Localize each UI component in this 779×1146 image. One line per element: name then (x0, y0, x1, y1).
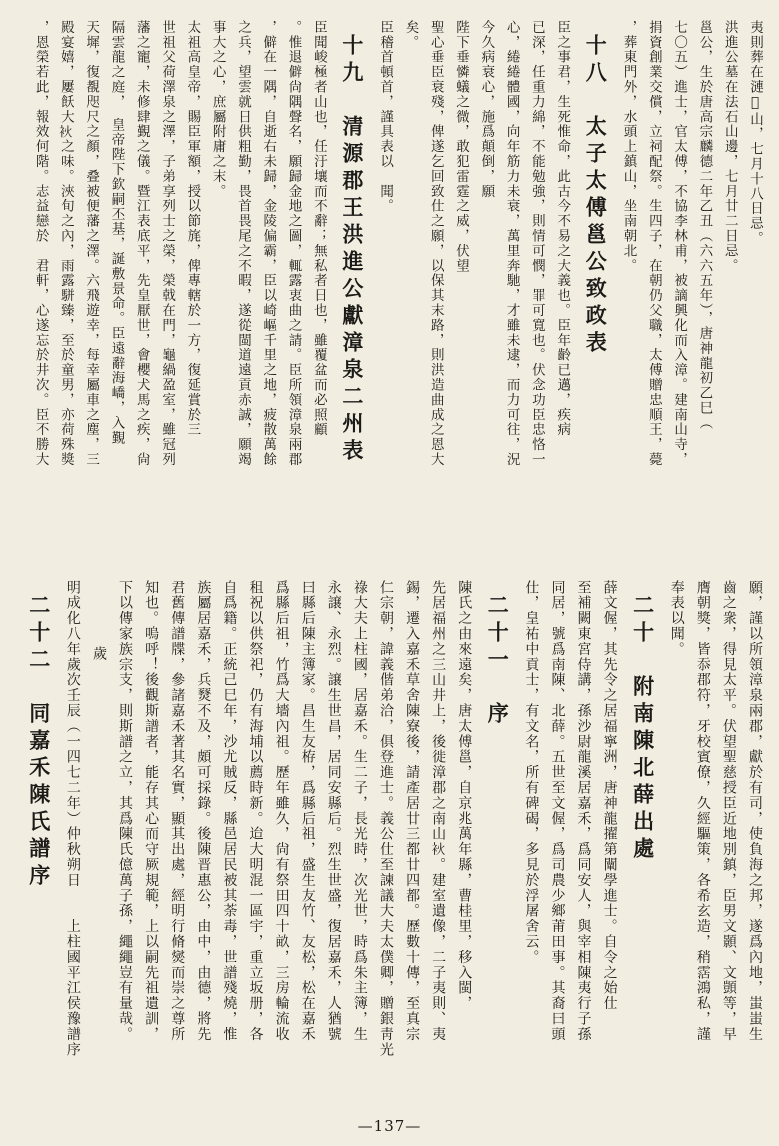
signature-date: 明成化八年歲次壬辰（一四七二年）仲秋朔日 上柱國平江侯豫譜序 (64, 580, 81, 1058)
text-column: 太祖高皇帝，賜臣軍額，授以節旄，俾專轄於一方，復延賞於三 (184, 20, 201, 438)
text-column: 今久病衰心，施爲顛倒，願 (478, 20, 495, 199)
section-title-18: 十八 太子太傅邕公致政表 (583, 34, 609, 358)
text-column: 臣聞峻極者山也，任汙壤而不辭；無私者日也，雖覆盆而必照顧 (310, 20, 327, 438)
text-column: 族屬居嘉禾，兵燹不及，頗可採錄。後陳晋惠公，由中，由德，將先 (195, 580, 212, 1042)
text-column: ，僻在一隅，自逝右未歸，金陵偏霸，臣以崎嶇千里之地，疲散萬餘 (260, 20, 277, 467)
text-column: ，葬東門外，水頭上鎮山，坐南朝北。 (620, 20, 637, 274)
text-column: 。惟退僻尙隅聲名，願歸金地之圖，輒露衷曲之請。臣所領漳泉兩郡 (285, 20, 302, 467)
text-column: 事大之心，庶屬附庸之末。 (209, 20, 226, 199)
text-column: 下以傳家族宗支，則斯譜之立，其爲陳氏億萬子孫，繩繩豈有量哉。 (117, 580, 134, 1042)
text-column: 膺朝獎，皆忝郡符，牙校賓僚，久經驅策，各希玄造，稍霑鴻私，謹 (694, 580, 711, 1042)
text-column: 邕公，生於唐高宗麟德二年乙丑（六六五年），唐神龍初乙巳（ (696, 20, 713, 431)
text-column: 同居，號爲南陳、北薛。五世至文偓，爲司農少鄉莆田事。其裔曰頭 (549, 580, 566, 1042)
text-column: 祿大夫上柱國，居嘉禾。生二子，長光時，次光世，時爲朱主簿，生 (351, 580, 368, 1042)
text-column: 仁宗朝，諱義偕弟洽，俱登進士。義公仕至諫議大夫太僕卿，贈銀靑光 (377, 580, 394, 1058)
section-title-21: 二十一 序 (485, 594, 511, 729)
lower-text-block (14, 580, 766, 1110)
section-title-19: 十九 清源郡王洪進公獻漳泉二州表 (339, 34, 365, 466)
signature-year: 歲 (90, 646, 107, 662)
text-column: 知也。嗚呼！後觀斯譜者，能存其心而守厥規範，上以嗣先祖遺訓， (143, 580, 160, 1042)
page-number: —137— (357, 1117, 422, 1135)
text-column: 之兵，望雲就日供粗勤，畏首畏尾之不暇，遂從閩道遠貢赤誠，願竭 (234, 20, 251, 467)
text-column: 洪進公墓在法石山邊，七月廿二日忌。 (721, 20, 738, 274)
text-column: 願，謹以所領漳泉兩郡，獻於有司，使負海之邦，遂爲內地，蚩蚩生 (747, 580, 763, 1042)
text-column: 錫，遷入嘉禾草舍陳寮後，請產居廿三都廿四都。歷數十傳，至真宗 (404, 580, 421, 1042)
text-column: 陳氏之由來遠矣，唐太傅邕，自京兆萬年縣，曹桂里，移入閩， (456, 580, 473, 1012)
text-column: 先居福州之三山井上，後徙漳郡之南山𤇷。建室遺像，二子夷則、夷 (430, 580, 447, 1042)
text-column: 租祝以供祭祀，仍有海埔以薦時新。迨大明混一區宇，重立坂册，各 (247, 580, 264, 1042)
text-column: 曰縣后陳主簿家。昌生友栫，爲縣后祖，盛生友竹、友松，松在嘉禾 (299, 580, 316, 1042)
text-column: 已深，任重力綿，不能勉強，則情可憫，罪可寬也。伏念功臣忠恪一 (528, 20, 545, 467)
text-column: 天墀，復覩咫尺之顏，叠被便藩之澤。六飛遊幸，每幸屬車之塵，三 (83, 20, 100, 467)
text-column: 隔雲龍之庭， 皇帝陛下欽嗣丕基，誕敷景命。臣遠辭海嶠，入覲 (108, 20, 125, 446)
text-column: 自爲籍。正統己巳年，沙尤賊反，縣邑居民被其荼毒，世譜殘燒，惟 (221, 580, 238, 1042)
text-column: 臣稽首頓首，謹具表以 聞。 (377, 20, 394, 214)
text-column: 君舊傳譜牒，參諸嘉禾著其名實，顯其出處，經明行脩爕而崇之尊所 (169, 580, 186, 1042)
text-column: 矣。 (402, 20, 419, 50)
text-column: 仕，皇祐中貢士，有文名，所有碑碣，多見於浮屠舍云。 (523, 580, 540, 965)
text-column: ，恩榮若此，報效何階。志益戀於 君軒，心遂忘於井次。臣不勝大 (32, 20, 49, 467)
section-title-22: 二十二 同嘉禾陳氏譜序 (26, 594, 52, 891)
upper-text-block (14, 20, 766, 548)
text-column: 世祖父荷澤泉之澤，子弟享列士之榮，榮戟在門，龜緺盈室，雖冠列 (159, 20, 176, 467)
text-column: 殿宴嬉，屢飫大𤇷之味。浹旬之內，雨露駢臻，至於童男，亦荷殊獎 (57, 20, 74, 467)
text-column: 捐資創業交償，立祠配祭。生四子，在朝仍父職，太傅贈忠順王，薨 (645, 20, 662, 467)
text-column: 聖心垂臣衰殘，俾遂乞回致仕之願，以保其末路，則洪造曲成之恩大 (427, 20, 444, 467)
text-column: 奉表以聞。 (668, 580, 685, 657)
text-column: 齒之衆，得見太平。伏望聖慈授臣近地別鎮，臣男文顥、文顗等，早 (720, 580, 737, 1042)
text-column: 至補闕東宮侍講，孫沙尉龍溪居嘉禾，爲同安人，與宰相陳夷行子孫 (575, 580, 592, 1042)
text-column: 永譲、永烈。譲生世昌，居同安縣后。烈生世盛，復居嘉禾，人猶號 (325, 580, 342, 1042)
text-column: 爲縣后祖，竹爲大墻內祖。歷年雖久，尙有祭田四十畝，三房輪流收 (273, 580, 290, 1042)
text-column: 藩之寵，未修肆覲之儀。暨江表底平，先皇厭世，會櫻犬馬之疾，尙 (133, 20, 150, 467)
text-column: 七〇五）進士，官太傅，不協李林甫，被謫興化而入漳。建南山寺， (671, 20, 688, 467)
text-column: 薛文偓，其先令之居福寧洲，唐神龍擢第闡學進士。自令之始仕 (601, 580, 618, 1012)
text-column: 臣之事君，生死惟命，此古今不易之大義也。臣年齡已邁，疾病 (554, 20, 571, 438)
section-title-20: 二十 附南陳北薛出處 (630, 594, 656, 864)
text-column: 心，綣綣體國，向年筋力未衰，萬里奔馳，才雖未逮，而力可往，況 (503, 20, 520, 467)
text-column: 陛下垂憐蟻之微，敢犯雷霆之威，伏望 (453, 20, 470, 274)
text-column: 夷則葬在漣𥙆山，七月十八日忌。 (747, 20, 763, 246)
